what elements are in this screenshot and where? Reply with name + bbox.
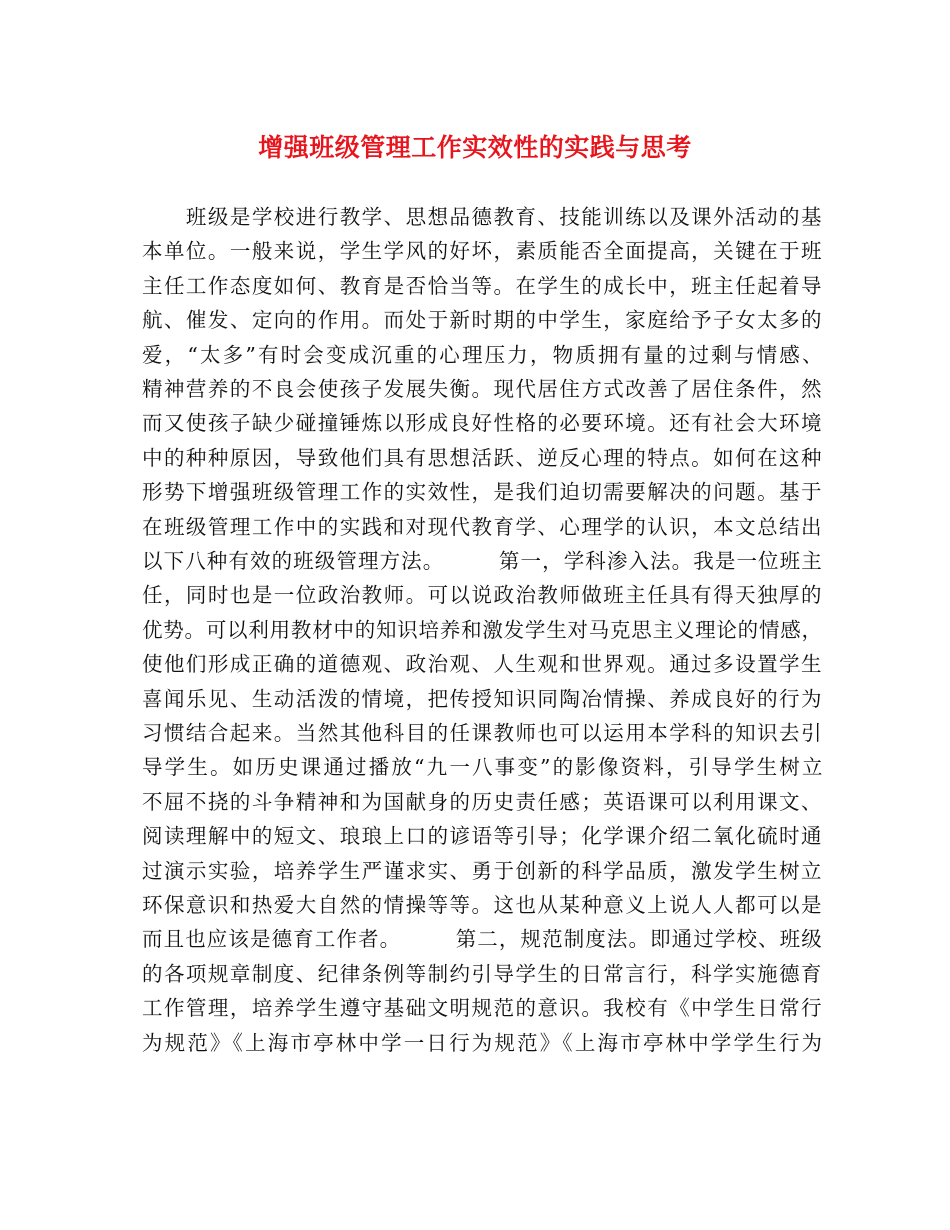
body-line: 导学生。如历史课通过播放“九一八事变”的影像资料，引导学生树立 [142,755,825,780]
body-line: 工作管理，培养学生遵守基础文明规范的意识。我校有《中学生日常行 [142,996,823,1021]
body-line: 习惯结合起来。当然其他科目的任课教师也可以运用本学科的知识去引 [142,721,823,745]
body-line: 中的种种原因，导致他们具有思想活跃、逆反心理的特点。如何在这种 [142,445,823,470]
body-line: 使他们形成正确的道德观、政治观、人生观和世界观。通过多设置学生 [142,652,823,677]
body-line: 本单位。一般来说，学生学风的好坏，素质能否全面提高，关键在于班 [142,239,823,264]
body-line: 优势。可以利用教材中的知识培养和激发学生对马克思主义理论的情感， [142,617,823,642]
body-line: 班级是学校进行教学、思想品德教育、技能训练以及课外活动的基 [142,205,823,229]
body-line: 在班级管理工作中的实践和对现代教育学、心理学的认识，本文总结出 [142,514,823,539]
body-line: 而又使孩子缺少碰撞锤炼以形成良好性格的必要环境。还有社会大环境 [142,411,823,436]
body-line: 而且也应该是德育工作者。 第二，规范制度法。即通过学校、班级 [142,927,823,952]
body-line: 任，同时也是一位政治教师。可以说政治教师做班主任具有得天独厚的 [142,583,823,608]
body-line: 环保意识和热爱大自然的情操等等。这也从某种意义上说人人都可以是 [142,893,823,917]
body-line: 阅读理解中的短文、琅琅上口的谚语等引导；化学课介绍二氧化硫时通 [142,824,823,849]
body-line: 主任工作态度如何、教育是否恰当等。在学生的成长中，班主任起着导 [142,273,823,298]
body-line: 不屈不挠的斗争精神和为国献身的历史责任感；英语课可以利用课文、 [142,789,823,814]
body-line: 过演示实验，培养学生严谨求实、勇于创新的科学品质，激发学生树立 [142,858,823,883]
body-line: 以下八种有效的班级管理方法。 第一，学科渗入法。我是一位班主 [142,549,823,573]
body-line: 精神营养的不良会使孩子发展失衡。现代居住方式改善了居住条件，然 [142,377,823,401]
body-line: 为规范》《上海市亭林中学一日行为规范》《上海市亭林中学学生行为 [142,1030,825,1055]
body-line: 形势下增强班级管理工作的实效性，是我们迫切需要解决的问题。基于 [142,480,823,505]
body-line: 的各项规章制度、纪律条例等制约引导学生的日常言行，科学实施德育 [142,961,823,986]
body-line: 爱，“太多”有时会变成沉重的心理压力，物质拥有量的过剩与情感、 [142,342,825,367]
body-line: 喜闻乐见、生动活泼的情境，把传授知识同陶冶情操、养成良好的行为 [142,686,823,711]
document-title: 增强班级管理工作实效性的实践与思考 [258,133,692,162]
body-line: 航、催发、定向的作用。而处于新时期的中学生，家庭给予子女太多的 [142,308,823,333]
